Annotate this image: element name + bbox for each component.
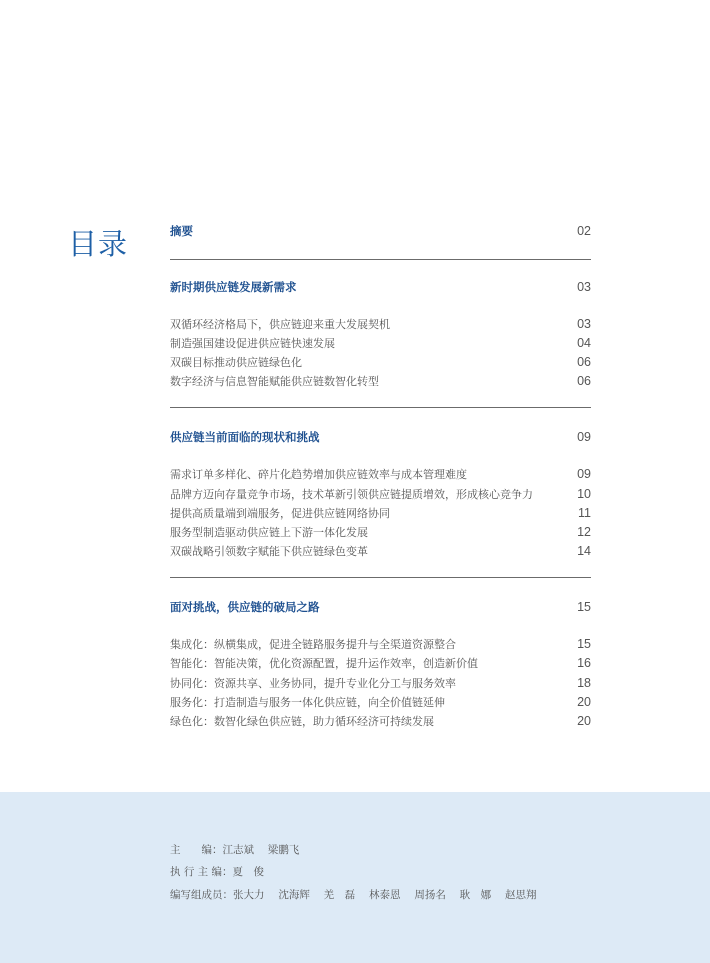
toc-page-number: 16 [577, 656, 591, 671]
toc-item-label: 服务化：打造制造与服务一体化供应链，向全价值链延伸 [170, 695, 445, 709]
toc-item[interactable] [170, 372, 591, 391]
toc-page-number: 20 [577, 694, 591, 709]
toc-page-number: 04 [577, 335, 591, 350]
toc-item-label: 绿色化：数智化绿色供应链，助力循环经济可持续发展 [170, 715, 434, 729]
toc-section-heading[interactable] [170, 427, 591, 447]
members-role: 编写组成员： [170, 888, 233, 901]
toc-title: 目录 [68, 227, 129, 261]
toc-heading-label: 供应链当前面临的现状和挑战 [170, 429, 320, 444]
toc-item[interactable] [170, 484, 591, 503]
members-line [170, 883, 537, 906]
toc-page-number: 15 [577, 599, 591, 614]
toc-item[interactable] [170, 542, 591, 561]
toc-item-label: 双碳战略引领数字赋能下供应链绿色变革 [170, 545, 368, 559]
toc-page-number: 06 [577, 374, 591, 389]
toc-heading-label: 新时期供应链发展新需求 [170, 280, 297, 294]
toc-item-label: 双碳目标推动供应链绿色化 [170, 355, 302, 369]
toc-item-label: 双循环经济格局下，供应链迎来重大发展契机 [170, 317, 390, 331]
credits [170, 838, 537, 906]
toc-item[interactable] [170, 711, 591, 730]
toc-page-number: 18 [577, 675, 591, 690]
toc-item-label: 数字经济与信息智能赋能供应链数智化转型 [170, 375, 379, 389]
toc-page-number: 09 [577, 429, 591, 444]
toc-item[interactable] [170, 333, 591, 352]
exec-editor-role: 执 行 主 编： [170, 866, 233, 879]
toc-item[interactable] [170, 352, 591, 371]
members-names: 张大力 沈海辉 羌 磊 林泰恩 周扬名 耿 娜 赵思翔 [233, 888, 537, 901]
toc-heading-label: 摘要 [170, 224, 193, 238]
toc-page-number: 03 [577, 316, 591, 331]
toc-item-label: 需求订单多样化、碎片化趋势增加供应链效率与成本管理难度 [170, 468, 467, 482]
toc-page-number: 03 [577, 280, 591, 294]
toc-item-label: 制造强国建设促进供应链快速发展 [170, 336, 335, 350]
toc-section-heading[interactable] [170, 277, 591, 297]
toc-page-number: 14 [577, 544, 591, 559]
toc-item[interactable] [170, 465, 591, 484]
toc-item[interactable] [170, 522, 591, 541]
toc-page-number: 09 [577, 467, 591, 482]
exec-editor-names: 夏 俊 [232, 866, 265, 879]
toc-section-heading[interactable] [170, 597, 591, 617]
toc-page-number: 15 [577, 637, 591, 652]
toc-item[interactable] [170, 314, 591, 333]
chief-editor-names: 江志斌 梁鹏飞 [222, 843, 300, 856]
toc-item[interactable] [170, 654, 591, 673]
chief-editor-role: 主 编： [170, 843, 223, 856]
toc-page-number: 20 [577, 714, 591, 729]
toc-item[interactable] [170, 692, 591, 711]
toc-page-number: 02 [577, 224, 591, 238]
toc-page-number: 06 [577, 354, 591, 369]
toc-item-label: 服务型制造驱动供应链上下游一体化发展 [170, 525, 368, 539]
toc-item-label: 智能化：智能决策，优化资源配置，提升运作效率，创造新价值 [170, 657, 478, 671]
table-of-contents [170, 221, 591, 731]
toc-item[interactable] [170, 635, 591, 654]
chief-editor-line [170, 838, 537, 861]
toc-section-heading[interactable] [170, 221, 591, 241]
toc-heading-label: 面对挑战，供应链的破局之路 [170, 599, 320, 614]
toc-item-label: 集成化：纵横集成，促进全链路服务提升与全渠道资源整合 [170, 638, 456, 652]
toc-item[interactable] [170, 673, 591, 692]
exec-editor-line [170, 861, 537, 884]
toc-item-label: 品牌方迈向存量竞争市场，技术革新引领供应链提质增效，形成核心竞争力 [170, 487, 533, 501]
toc-page-number: 12 [577, 524, 591, 539]
toc-page-number: 10 [577, 486, 591, 501]
toc-item-label: 协同化：资源共享、业务协同，提升专业化分工与服务效率 [170, 676, 456, 690]
toc-page-number: 11 [578, 505, 591, 520]
toc-item[interactable] [170, 503, 591, 522]
toc-item-label: 提供高质量端到端服务，促进供应链网络协同 [170, 506, 390, 520]
